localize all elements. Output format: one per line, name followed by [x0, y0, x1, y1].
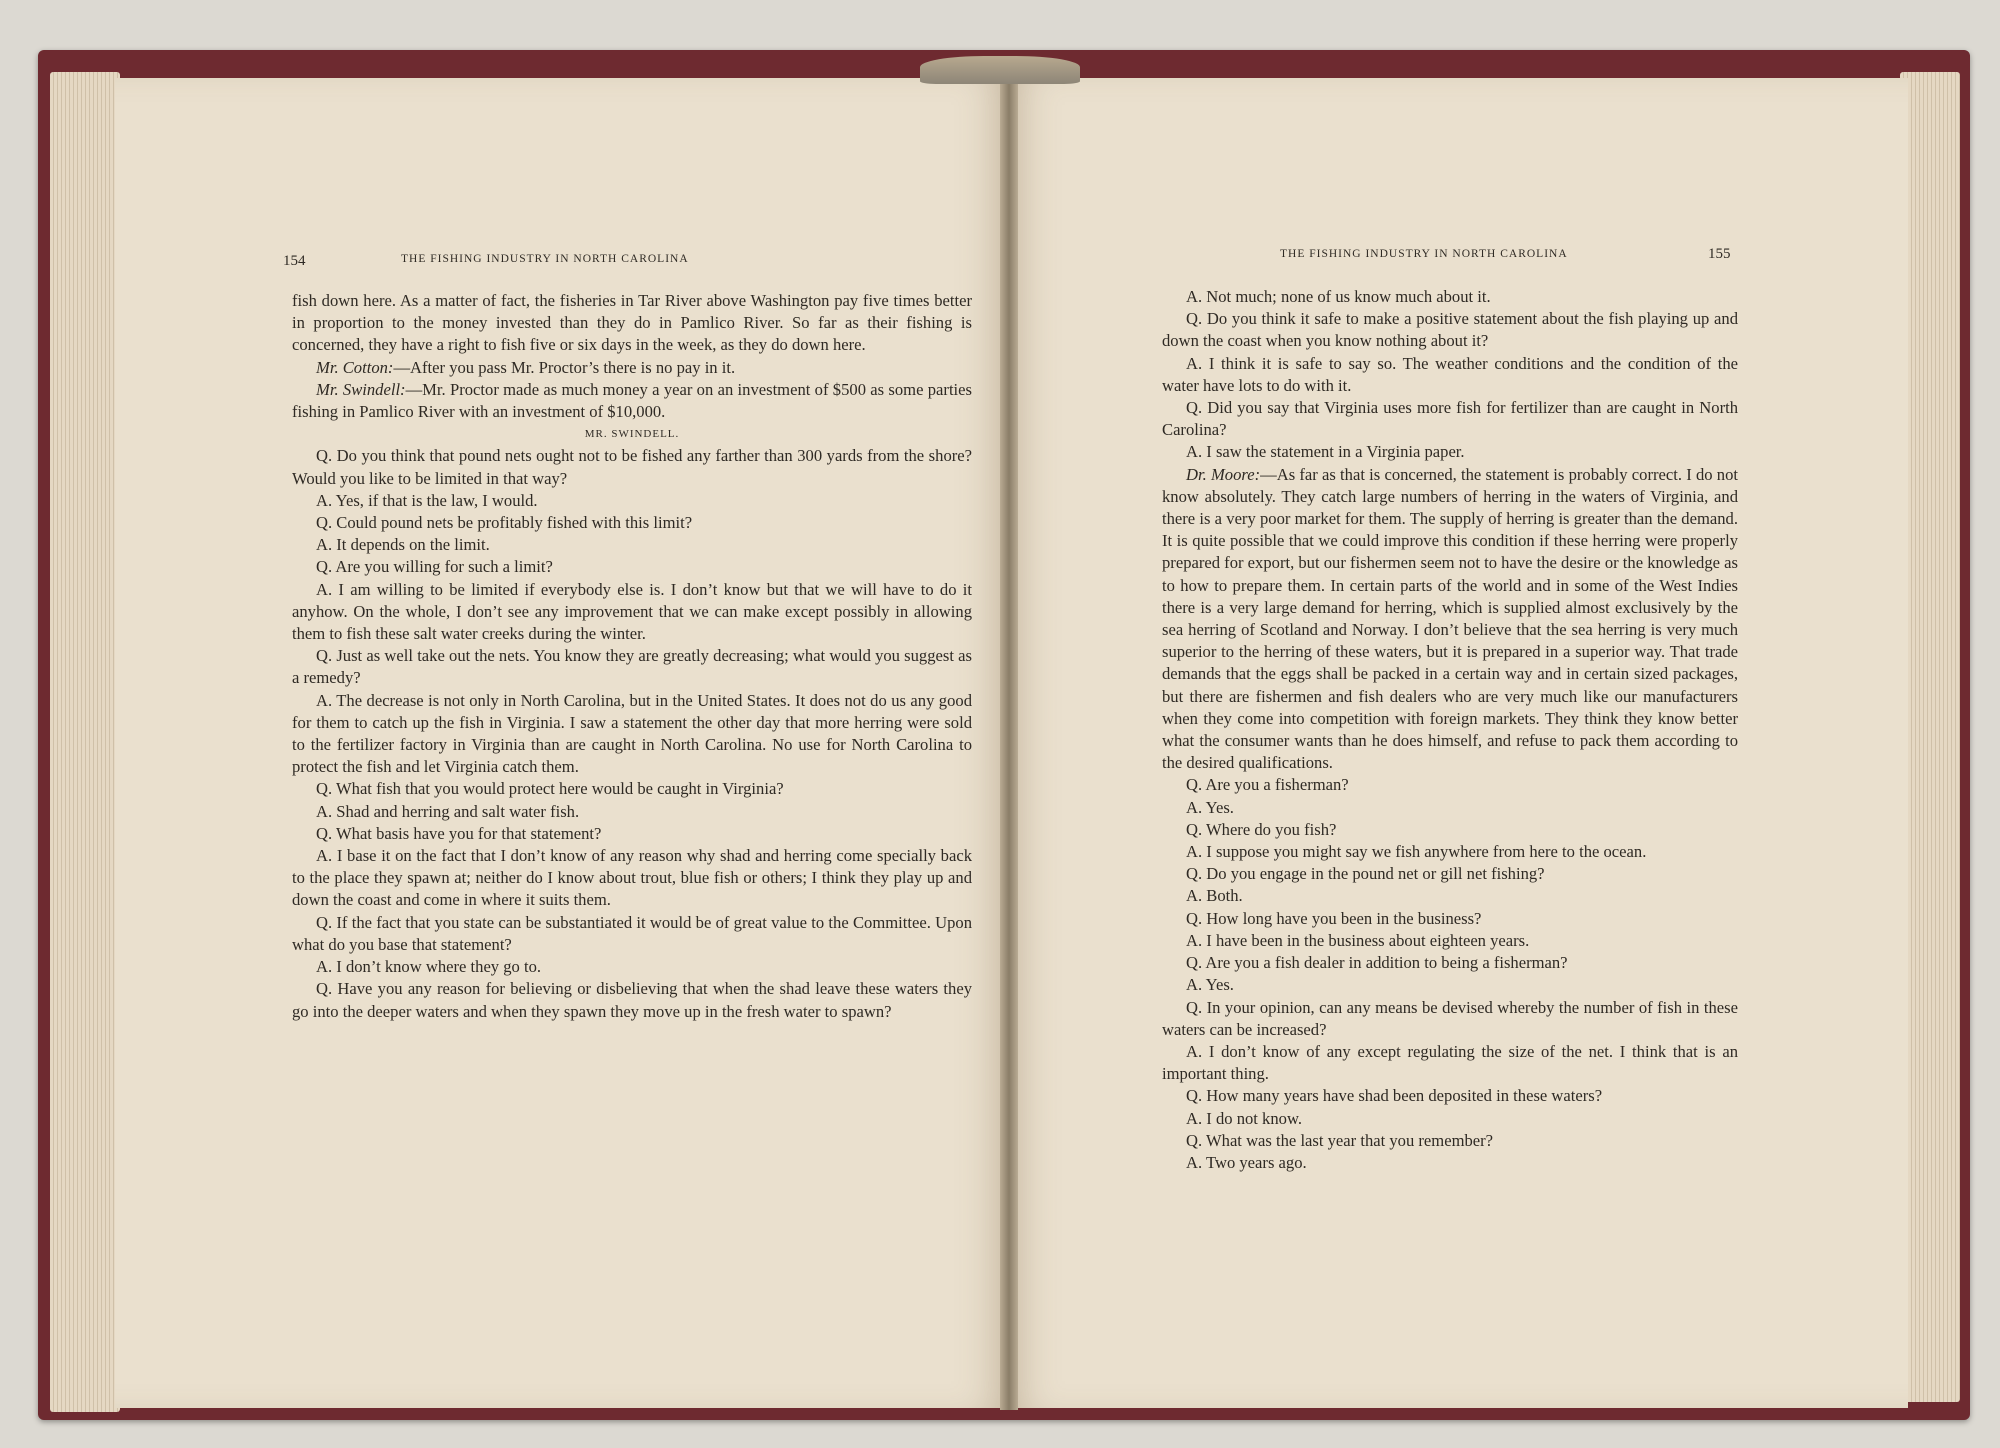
paragraph [292, 290, 972, 357]
left-page-body [292, 290, 972, 1023]
paragraph [292, 912, 972, 956]
paragraph [292, 845, 972, 912]
torn-spine [920, 56, 1080, 84]
paragraph [1162, 286, 1738, 308]
paragraph [1162, 1130, 1738, 1152]
paragraph [1162, 1152, 1738, 1174]
paragraph [1162, 997, 1738, 1041]
paragraph [292, 823, 972, 845]
paragraph [1162, 397, 1738, 441]
paragraph-text: Q. Where do you fish? [1186, 819, 1337, 839]
paragraph-text: A. I think it is safe to say so. The weather conditions and the condition of the water have lots to do with it. [1162, 353, 1738, 395]
paragraph-text: —After you pass Mr. Proctor’s there is no pay in it. [393, 357, 736, 377]
paragraph-text: A. Two years ago. [1186, 1152, 1307, 1172]
paragraph [1162, 930, 1738, 952]
paragraph-text: Q. Are you a fish dealer in addition to being a fisherman? [1186, 953, 1568, 973]
paragraph [292, 801, 972, 823]
paragraph [1162, 1041, 1738, 1085]
paragraph-text: Q. Could pound nets be profitably fished with this limit? [316, 513, 693, 533]
paragraph-text: A. Yes. [1186, 975, 1234, 995]
paragraph-text: Q. Are you willing for such a limit? [316, 557, 553, 577]
paragraph-text: —Mr. Proctor made as much money a year on an investment of $500 as some parties fishing in Pamlico River with an investment of $10,000. [292, 379, 972, 422]
paragraph-text: Q. In your opinion, can any means be devised whereby the number of fish in these waters can be increased? [1162, 997, 1738, 1039]
paragraph-text: Q. Just as well take out the nets. You know they are greatly decreasing; what would you suggest as a remedy? [292, 646, 972, 688]
paragraph [1162, 353, 1738, 397]
paragraph [1162, 797, 1738, 819]
paragraph-text: A. Not much; none of us know much about it. [1186, 287, 1491, 306]
paragraph-text: Q. What fish that you would protect here would be caught in Virginia? [316, 779, 784, 799]
paragraph-text: —As far as that is concerned, the statement is probably correct. I do not know absolutely. They catch large numbers of herring in the waters of Virginia, and there is a very poor market for them. The supply of herring is greater than the demand. It is quite possible that we could improve this condition if these herring were properly prepared for export, but our fishermen seem not to have the desire or the knowledge as to how to prepare them. In certain parts of the world and in some of the West Indies there is a very large demand for herring, which is supplied almost exclusively by the sea herring of Scotland and Norway. I don’t believe that the sea herring is very much superior to the herring of these waters, but it is prepared in a superior way. That trade demands that the eggs shall be packed in a certain way and in certain sized packages, but there are fishermen and fish dealers who are very much like our manufacturers when they come into competition with foreign markets. They think they know better what the consumer wants than he does himself, and refuse to pack them according to the desired qualifications. [1162, 464, 1738, 773]
paragraph [1162, 952, 1738, 974]
paragraph-text: A. I am willing to be limited if everybody else is. I don’t know but that we will have to do it anyhow. On the whole, I don’t see any improvement that we can make except possibly in allowing them to fish these salt water creeks during the winter. [292, 579, 972, 644]
paragraph-text: A. Shad and herring and salt water fish. [316, 801, 580, 821]
paragraph-text: Q. Do you think that pound nets ought not to be fished any farther than 300 yards from the shore? Would you like to be limited in that way? [292, 446, 972, 488]
paragraph [1162, 863, 1738, 885]
right-running-head: THE FISHING INDUSTRY IN NORTH CAROLINA [1280, 248, 1568, 260]
paragraph-text: A. I suppose you might say we fish anywhere from here to the ocean. [1186, 842, 1647, 862]
book-gutter [1000, 60, 1018, 1410]
paragraph [292, 690, 972, 779]
paragraph [292, 534, 972, 556]
right-page-body [1162, 286, 1738, 1174]
paragraph [1162, 1085, 1738, 1107]
paragraph [1162, 819, 1738, 841]
paragraph-text: Q. If the fact that you state can be substantiated it would be of great value to the Committee. Upon what do you base that statement? [292, 912, 972, 954]
paragraph [292, 490, 972, 512]
paragraph-text: A. Yes, if that is the law, I would. [316, 490, 538, 510]
paragraph-text: Q. Did you say that Virginia uses more fish for fertilizer than are caught in North Carolina? [1162, 398, 1738, 440]
speaker-name: Dr. Moore: [1186, 464, 1261, 484]
paragraph [1162, 441, 1738, 463]
paragraph [292, 357, 972, 379]
paragraph [1162, 308, 1738, 352]
paragraph-text: Q. Do you engage in the pound net or gill net fishing? [1186, 864, 1545, 884]
paragraph-text: Q. How many years have shad been deposited in these waters? [1186, 1086, 1603, 1106]
paragraph [1162, 908, 1738, 930]
paragraph-text: A. I don’t know where they go to. [316, 957, 542, 977]
paragraph [292, 579, 972, 646]
paragraph-text: Q. How long have you been in the business? [1186, 908, 1482, 928]
paragraph [1162, 774, 1738, 796]
paragraph [1162, 841, 1738, 863]
speaker-name: Mr. Cotton: [316, 357, 394, 377]
paragraph-text: A. I do not know. [1186, 1108, 1302, 1128]
left-page [115, 78, 1008, 1408]
paragraph-text: Q. Do you think it safe to make a positive statement about the fish playing up and down the coast when you know nothing about it? [1162, 309, 1738, 351]
paragraph-text: A. I base it on the fact that I don’t know of any reason why shad and herring come specially back to the place they spawn at; neither do I know about trout, blue fish or others; I think they play up and down the coast and come in where it suits them. [292, 846, 972, 910]
paragraph-text: A. It depends on the limit. [316, 535, 490, 555]
paragraph [1162, 974, 1738, 996]
paragraph-text: Q. What was the last year that you remember? [1186, 1130, 1494, 1150]
left-page-number: 154 [283, 253, 306, 269]
paragraph [1162, 1108, 1738, 1130]
paragraph-text: Q. Have you any reason for believing or disbelieving that when the shad leave these waters they go into the deeper waters and when they spawn they move up in the fresh water to spawn? [292, 979, 972, 1021]
paragraph-text: MR. SWINDELL. [584, 428, 680, 441]
paragraph-text: A. I don’t know of any except regulating the size of the net. I think that is an important thing. [1162, 1041, 1738, 1084]
paragraph [1162, 885, 1738, 907]
left-running-head: THE FISHING INDUSTRY IN NORTH CAROLINA [401, 253, 689, 265]
paragraph-text: A. Yes. [1186, 797, 1234, 817]
paragraph [292, 778, 972, 800]
paragraph [292, 512, 972, 534]
paragraph [292, 556, 972, 578]
paragraph-text: A. Both. [1186, 886, 1243, 906]
paragraph [292, 978, 972, 1022]
paragraph-text: A. I saw the statement in a Virginia paper. [1186, 442, 1465, 462]
right-page-number: 155 [1708, 246, 1731, 262]
paragraph-text: Q. Are you a fisherman? [1186, 775, 1349, 795]
section-heading [292, 423, 972, 445]
right-page [1008, 78, 1908, 1408]
paragraph [292, 956, 972, 978]
paragraph [1162, 464, 1738, 775]
speaker-name: Mr. Swindell: [316, 379, 406, 399]
page-edges-left [50, 72, 120, 1412]
paragraph [292, 379, 972, 423]
page-edges-right [1900, 72, 1960, 1402]
paragraph-text: Q. What basis have you for that statement? [316, 823, 602, 843]
paragraph [292, 445, 972, 489]
paragraph-text: fish down here. As a matter of fact, the fisheries in Tar River above Washington pay five times better in proportion to the money invested than they do in Pamlico River. So far as their fishing is concerned, they have a right to fish five or six days in the week, as they do down here. [292, 291, 972, 355]
paragraph-text: A. The decrease is not only in North Carolina, but in the United States. It does not do us any good for them to catch up the fish in Virginia. I saw a statement the other day that more herring were sold to the fertilizer factory in Virginia than are caught in North Carolina. No use for North Carolina to protect the fish and let Virginia catch them. [292, 690, 972, 777]
paragraph [292, 645, 972, 689]
paragraph-text: A. I have been in the business about eighteen years. [1186, 930, 1530, 950]
